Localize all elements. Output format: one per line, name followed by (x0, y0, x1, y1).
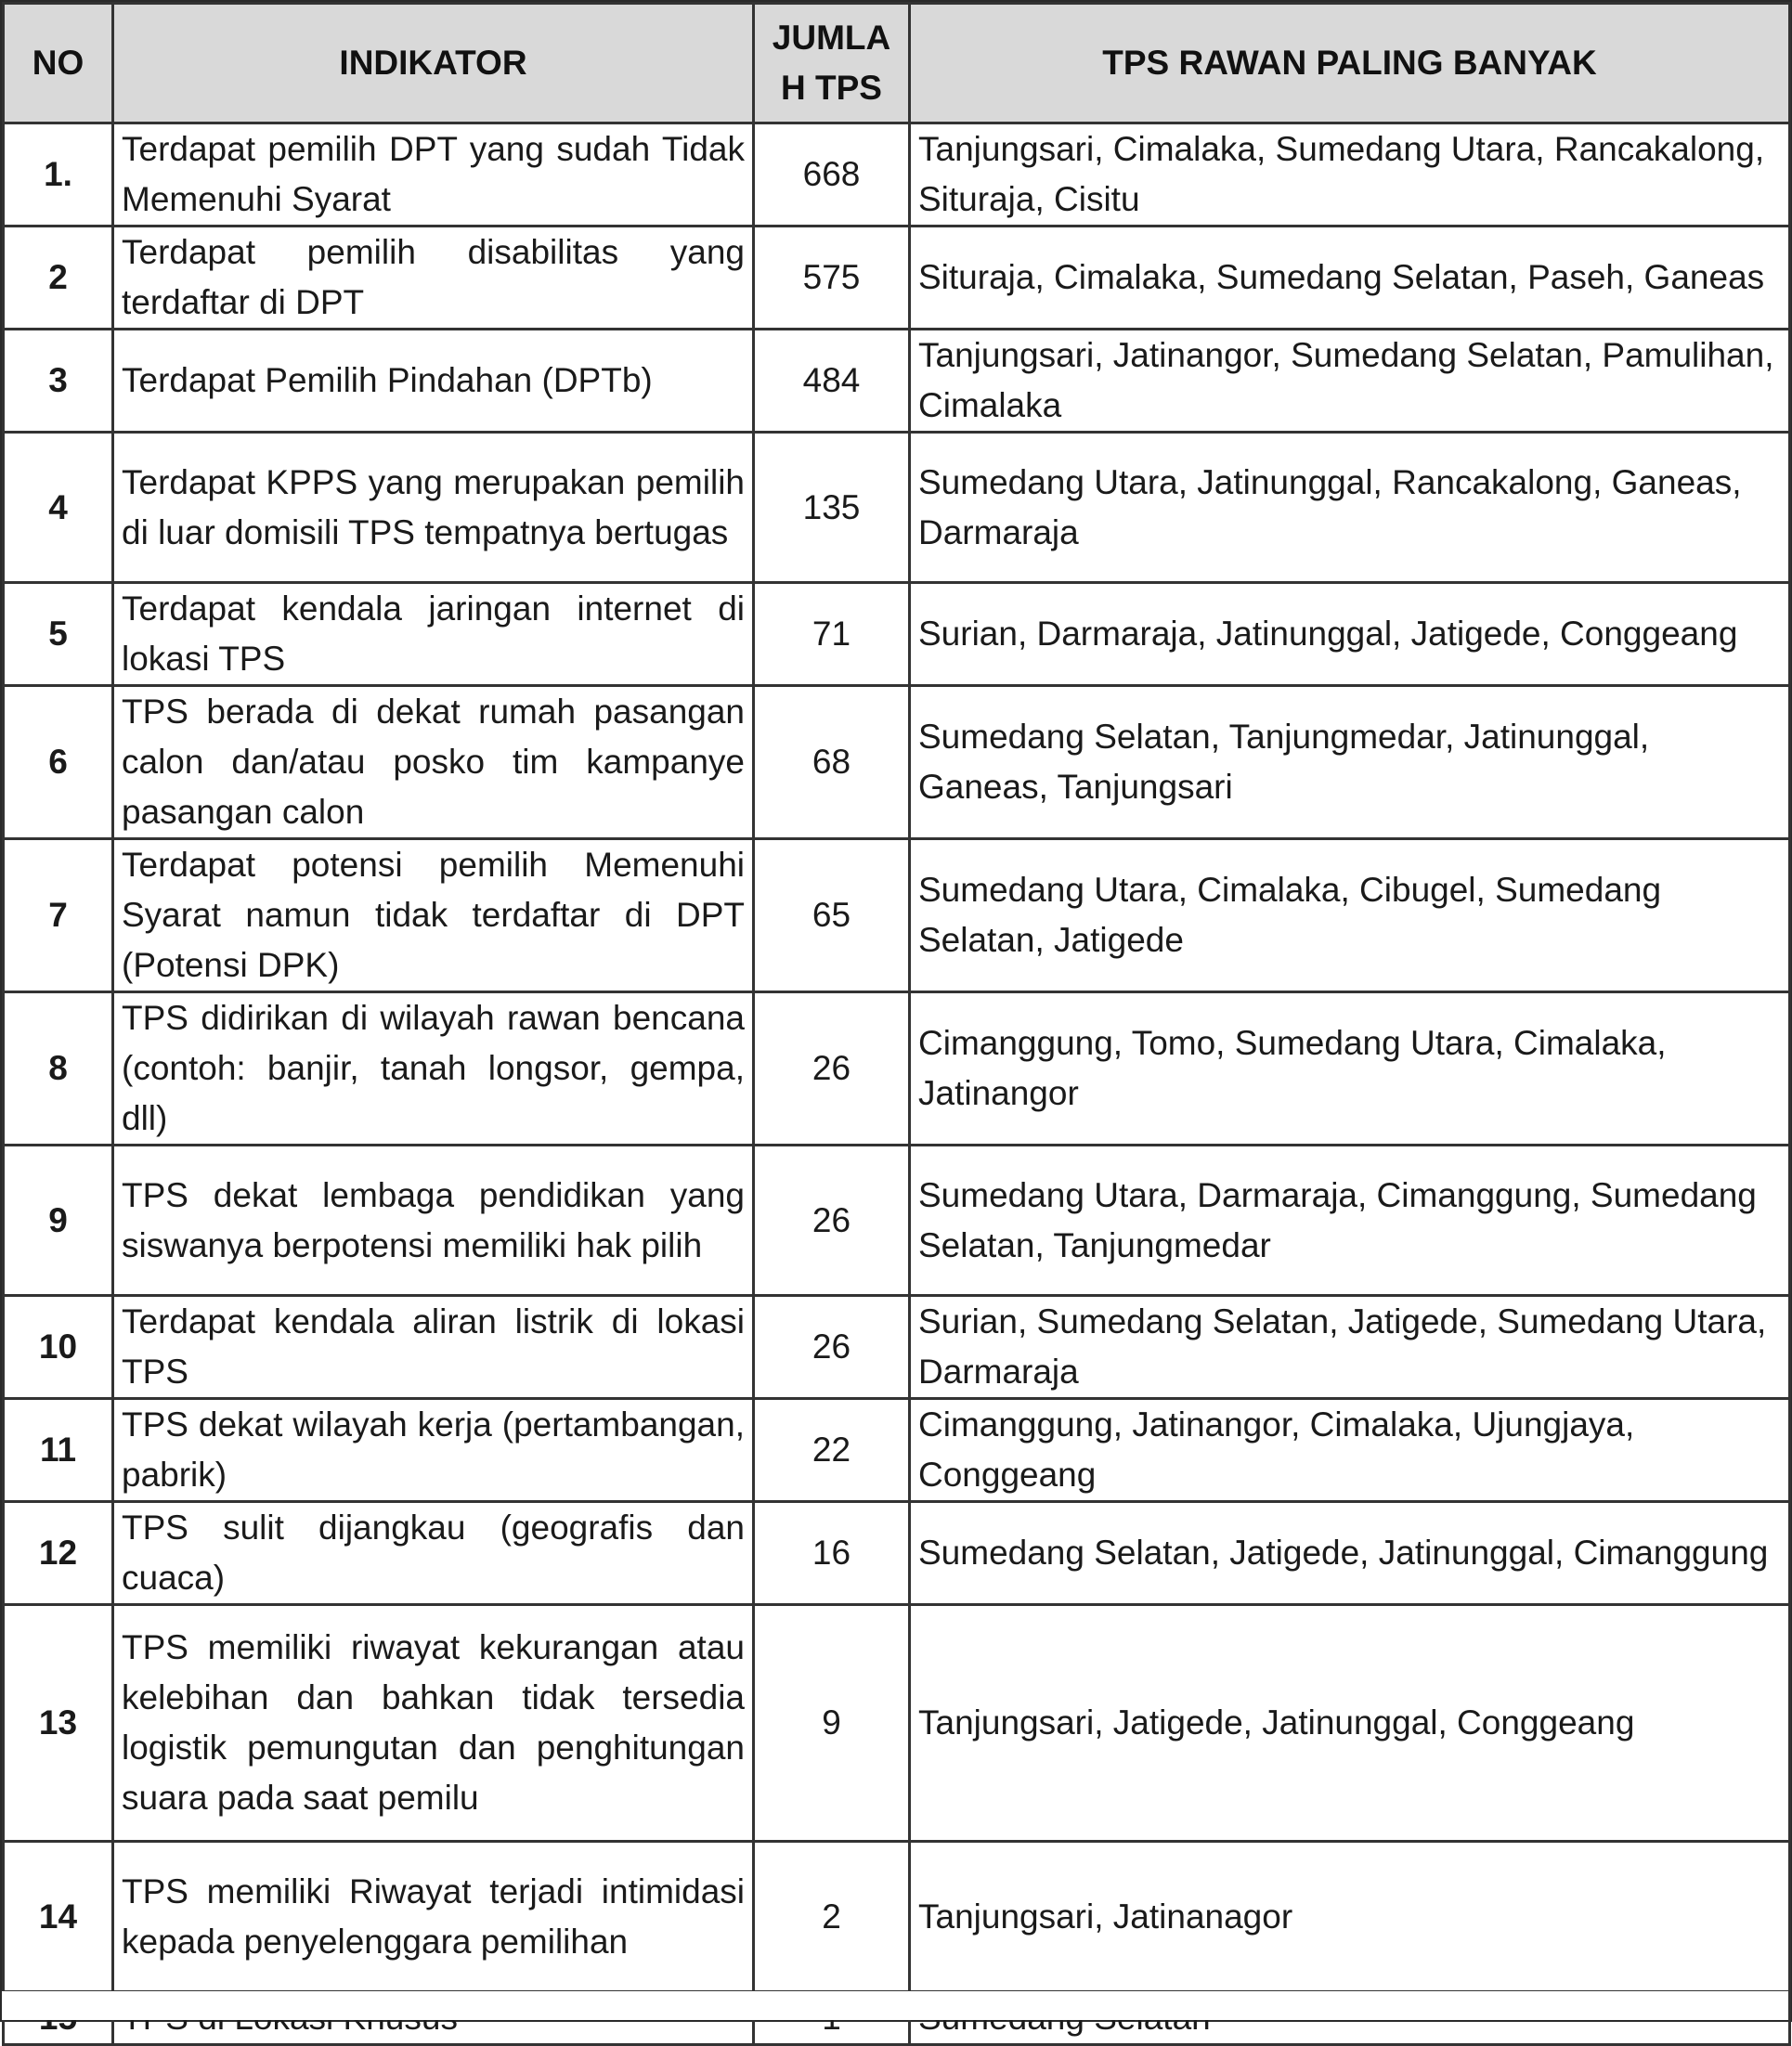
table-row (4, 992, 1790, 1146)
row-number: 6 (4, 686, 113, 839)
table-row (4, 839, 1790, 992)
locations-cell: Tanjungsari, Cimalaka, Sumedang Utara, Rancakalong, Situraja, Cisitu (910, 123, 1790, 227)
header-locations: TPS RAWAN PALING BANYAK (910, 4, 1790, 123)
locations-cell: Cimanggung, Tomo, Sumedang Utara, Cimalaka, Jatinangor (910, 992, 1790, 1146)
table-row (4, 1399, 1790, 1502)
header-count: JUMLA H TPS (754, 4, 910, 123)
indicator-cell: TPS memiliki riwayat kekurangan atau kelebihan dan bahkan tidak tersedia logistik pemungutan dan penghitungan suara pada saat pemilu (113, 1605, 754, 1842)
indicator-cell: TPS berada di dekat rumah pasangan calon dan/atau posko tim kampanye pasangan calon (113, 686, 754, 839)
table-row (4, 1146, 1790, 1296)
row-number: 13 (4, 1605, 113, 1842)
tps-count-cell: 135 (754, 433, 910, 583)
tps-count-cell: 71 (754, 583, 910, 686)
table-row (4, 583, 1790, 686)
indicator-cell: Terdapat kendala aliran listrik di lokasi TPS (113, 1296, 754, 1399)
row-number: 10 (4, 1296, 113, 1399)
header-row (4, 4, 1790, 123)
locations-cell: Sumedang Utara, Cimalaka, Cibugel, Sumedang Selatan, Jatigede (910, 839, 1790, 992)
locations-cell: Surian, Sumedang Selatan, Jatigede, Sumedang Utara, Darmaraja (910, 1296, 1790, 1399)
row-number: 1. (4, 123, 113, 227)
row-number: 12 (4, 1502, 113, 1605)
table-row (4, 1842, 1790, 1992)
indicator-cell: Terdapat kendala jaringan internet di lokasi TPS (113, 583, 754, 686)
locations-cell: Sumedang Utara, Darmaraja, Cimanggung, Sumedang Selatan, Tanjungmedar (910, 1146, 1790, 1296)
row-number: 14 (4, 1842, 113, 1992)
tps-count-cell: 65 (754, 839, 910, 992)
header-indicator: INDIKATOR (113, 4, 754, 123)
table-row (4, 1296, 1790, 1399)
indicator-cell: TPS didirikan di wilayah rawan bencana (contoh: banjir, tanah longsor, gempa, dll) (113, 992, 754, 1146)
tps-count-cell: 16 (754, 1502, 910, 1605)
table-row (4, 1502, 1790, 1605)
bottom-margin (2, 1991, 1788, 2020)
locations-cell: Tanjungsari, Jatinanagor (910, 1842, 1790, 1992)
tps-vulnerability-table (2, 2, 1791, 2046)
tps-count-cell: 68 (754, 686, 910, 839)
table-row (4, 1605, 1790, 1842)
indicator-cell: TPS sulit dijangkau (geografis dan cuaca) (113, 1502, 754, 1605)
tps-count-cell: 668 (754, 123, 910, 227)
indicator-cell: Terdapat Pemilih Pindahan (DPTb) (113, 330, 754, 433)
row-number: 3 (4, 330, 113, 433)
table-row (4, 227, 1790, 330)
indicator-cell: TPS dekat lembaga pendidikan yang siswanya berpotensi memiliki hak pilih (113, 1146, 754, 1296)
table-row (4, 330, 1790, 433)
locations-cell: Sumedang Utara, Jatinunggal, Rancakalong, Ganeas, Darmaraja (910, 433, 1790, 583)
locations-cell: Sumedang Selatan, Tanjungmedar, Jatinunggal, Ganeas, Tanjungsari (910, 686, 1790, 839)
row-number: 2 (4, 227, 113, 330)
table-row (4, 433, 1790, 583)
row-number: 5 (4, 583, 113, 686)
locations-cell: Cimanggung, Jatinangor, Cimalaka, Ujungjaya, Conggeang (910, 1399, 1790, 1502)
row-number: 8 (4, 992, 113, 1146)
row-number: 9 (4, 1146, 113, 1296)
tps-count-cell: 26 (754, 1146, 910, 1296)
locations-cell: Surian, Darmaraja, Jatinunggal, Jatigede, Conggeang (910, 583, 1790, 686)
header-no: NO (4, 4, 113, 123)
indicator-cell: Terdapat KPPS yang merupakan pemilih di luar domisili TPS tempatnya bertugas (113, 433, 754, 583)
table-row (4, 686, 1790, 839)
indicator-cell: TPS dekat wilayah kerja (pertambangan, pabrik) (113, 1399, 754, 1502)
row-number: 11 (4, 1399, 113, 1502)
row-number: 4 (4, 433, 113, 583)
tps-count-cell: 575 (754, 227, 910, 330)
indicator-cell: Terdapat pemilih DPT yang sudah Tidak Memenuhi Syarat (113, 123, 754, 227)
locations-cell: Sumedang Selatan, Jatigede, Jatinunggal, Cimanggung (910, 1502, 1790, 1605)
tps-count-cell: 26 (754, 992, 910, 1146)
table-body (4, 123, 1790, 2045)
row-number: 7 (4, 839, 113, 992)
indicator-cell: Terdapat pemilih disabilitas yang terdaftar di DPT (113, 227, 754, 330)
locations-cell: Situraja, Cimalaka, Sumedang Selatan, Paseh, Ganeas (910, 227, 1790, 330)
tps-count-cell: 484 (754, 330, 910, 433)
table-row (4, 123, 1790, 227)
tps-count-cell: 26 (754, 1296, 910, 1399)
locations-cell: Tanjungsari, Jatigede, Jatinunggal, Conggeang (910, 1605, 1790, 1842)
indicator-cell: TPS memiliki Riwayat terjadi intimidasi kepada penyelenggara pemilihan (113, 1842, 754, 1992)
tps-count-cell: 9 (754, 1605, 910, 1842)
tps-count-cell: 2 (754, 1842, 910, 1992)
locations-cell: Tanjungsari, Jatinangor, Sumedang Selatan, Pamulihan, Cimalaka (910, 330, 1790, 433)
tps-count-cell: 22 (754, 1399, 910, 1502)
indicator-cell: Terdapat potensi pemilih Memenuhi Syarat namun tidak terdaftar di DPT (Potensi DPK) (113, 839, 754, 992)
